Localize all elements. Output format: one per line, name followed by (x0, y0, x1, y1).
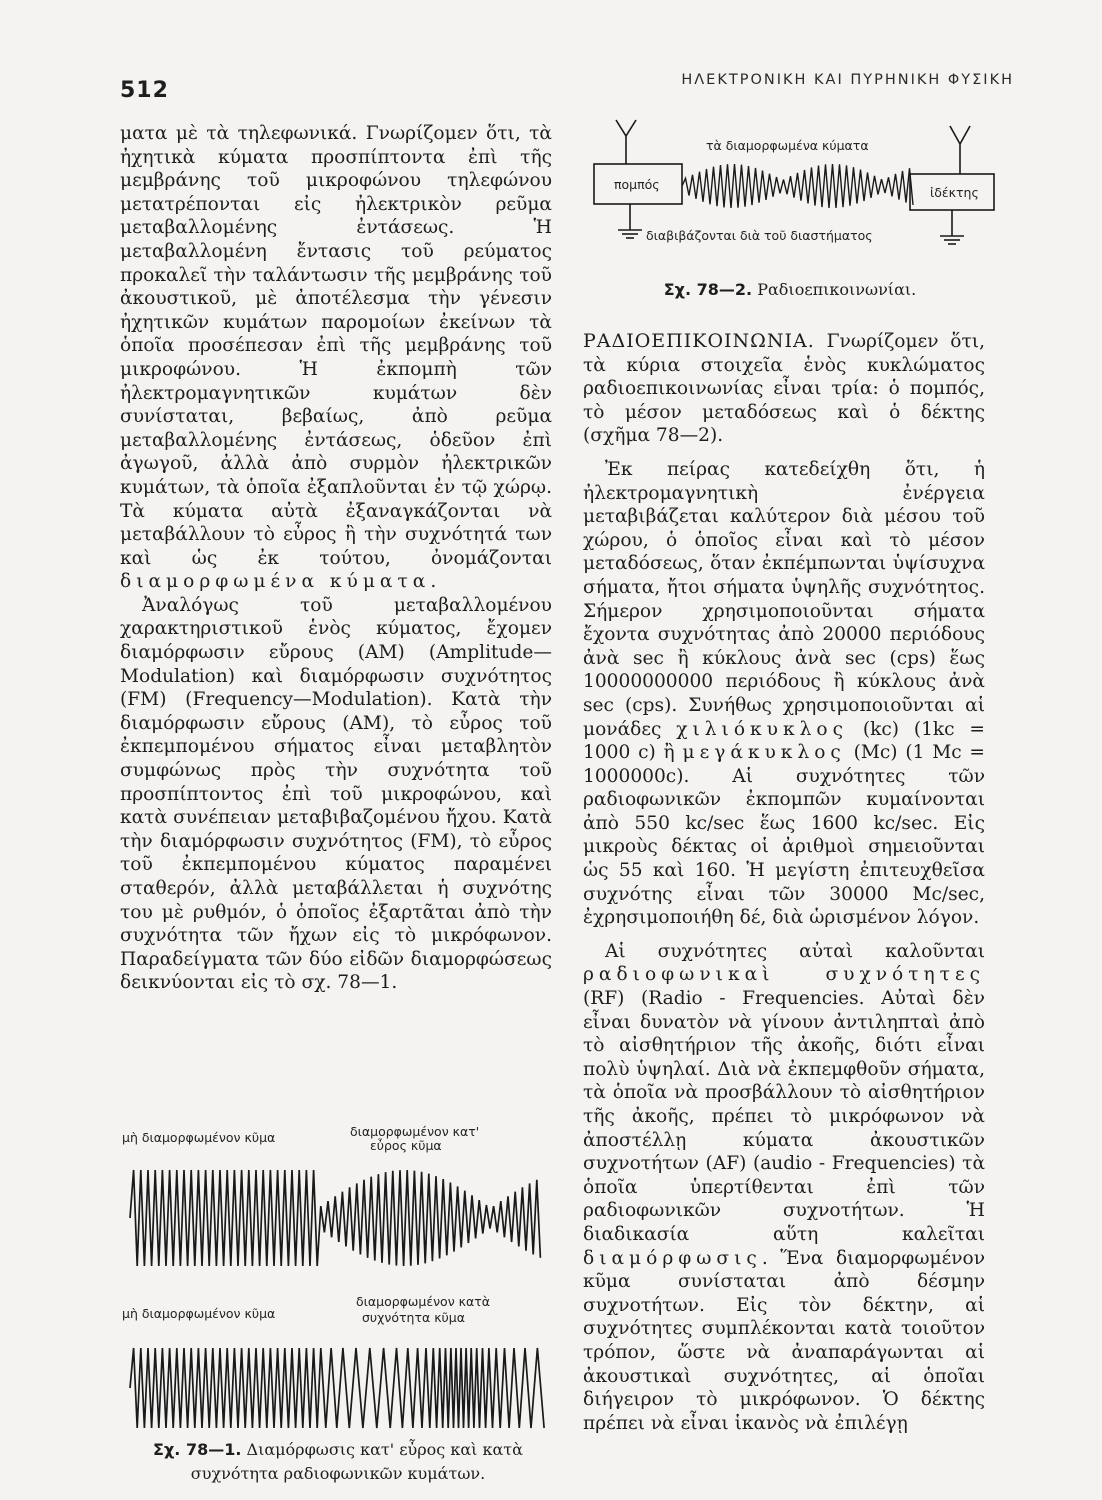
section-title: ΡΑΔΙΟΕΠΙΚΟΙΝΩΝΙΑ. (583, 330, 815, 352)
spaced-term: διαμόρφωσις (583, 1247, 762, 1269)
paragraph-text: (kc) (1kc = 1000 c) ἢ (583, 718, 986, 764)
right-column (583, 330, 985, 1435)
label-am-line2: εὖρος κῦμα (370, 1138, 442, 1153)
paragraph-text: Αἱ συχνότητες αὐταὶ καλοῦνται (605, 940, 985, 962)
label-fm-line2: συχνότητα κῦμα (362, 1310, 465, 1325)
paragraph (120, 122, 552, 594)
figure-78-1 (118, 1110, 558, 1435)
paragraph (583, 940, 985, 1435)
propagation-label: διαβιβάζονται διὰ τοῦ διαστήματος (646, 228, 873, 243)
paragraph-text: ματα μὲ τὰ τηλεφωνικά. Γνωρίζομεν ὅτι, τὰ ἠχητικὰ κύματα προσπίπτοντα ἐπὶ τῆς μεμβράνης τοῦ μικροφώνου τηλεφώνου μετατρέπονται εἰς ἠλεκτρικὸν ρεῦμα μεταβαλλομένης ἐντάσεως. Ἡ μεταβαλλομένη ἔντασις τοῦ ρεύματος προκαλεῖ τὴν ταλάντωσιν τῆς μεμβράνης τοῦ ἀκουστικοῦ, μὲ ἀποτέλεσμα τὴν γένεσιν ἠχητικῶν κυμάτων παρομοίων ἐκείνων τὰ ὁποῖα προσέπεσαν ἐπὶ τῆς μεμβράνης τοῦ μικροφώνου. Ἡ ἐκπομπὴ τῶν ἠλεκτρομαγνητικῶν κυμάτων δὲν συνίσταται, βεβαίως, ἀπὸ ρεῦμα μεταβαλλομένης ἐντάσεως, ὁδεῦον ἐπὶ ἀγωγοῦ, ἀλλὰ ἀπὸ συρμὸν ἠλεκτρικῶν κυμάτων, τὰ ὁποῖα ἐξαπλοῦνται ἐν τῷ χώρῳ. Τὰ κύματα αὐτὰ ἐξαναγκάζονται νὰ μεταβάλλουν τὸ εὖρος ἢ τὴν συχνότητά των καὶ ὡς ἐκ τούτου, ὀνομάζονται (120, 123, 552, 569)
figure-1-caption-line2: συχνότητα ραδιοφωνικῶν κυμάτων. (190, 1464, 486, 1483)
am-modulated-wave (130, 1170, 540, 1266)
receiver-antenna-icon (950, 126, 970, 174)
paragraph (583, 458, 985, 930)
figure-1-caption (118, 1438, 558, 1486)
transmitted-wave (682, 164, 913, 208)
fm-modulated-wave (130, 1348, 544, 1428)
label-am-line1: διαμορφωμένον κατ' (350, 1124, 480, 1139)
figure-2-caption (590, 280, 990, 299)
paragraph-text: (Mc) (1 Mc = 1000000c). Αἱ συχνότητες τῶν ραδιοφωνικῶν ἐκπομπῶν κυμαίνονται ἀπὸ 550 kc/sec ἕως 1600 kc/sec. Εἰς μικροὺς δέκτας οἱ ἀριθμοὶ σημειοῦνται ὡς 55 καὶ 160. Ἡ μεγίστη ἐπιτευχθεῖσα συχνότης εἶναι τῶν 30000 Mc/sec, ἐχρησιμοποιήθη δέ, διὰ ὡρισμένον λόγον. (583, 742, 986, 929)
figure-2-caption-text: Ραδιοεπικοινωνίαι. (752, 280, 917, 299)
paragraph-text: Ἀναλόγως τοῦ μεταβαλλομένου χαρακτηριστικοῦ ἑνὸς κύματος, ἔχομεν διαμόρφωσιν εὔρους (AM) (Amplitude—Modulation) καὶ διαμόρφωσιν συχνότητος (FM) (Frequency—Modulation). Κατὰ τὴν διαμόρφωσιν εὔρους (AM), τὸ εὖρος τοῦ ἐκπεμπομένου σήματος εἶναι μεταβλητὸν συμφώνως πρὸς τὴν συχνότητα τοῦ προσπίπτοντος ἐπὶ τοῦ μικροφώνου, καὶ κατὰ συνέπειαν μεταβιβαζομένου ἤχου. Κατὰ τὴν διαμόρφωσιν συχνότητος (FM), τὸ εὖρος τοῦ ἐκπεμπομένου κύματος παραμένει σταθερόν, ἀλλὰ μεταβάλλεται ἡ συχνότης του μὲ ρυθμόν, ὁ ὁποῖος ἐξαρτᾶται ἀπὸ τὴν συχνότητα τῶν ἤχων εἰς τὸ μικρόφωνον. Παραδείγματα τῶν δύο εἰδῶν διαμορφώσεως δεικνύονται εἰς τὸ σχ. 78—1. (120, 594, 552, 994)
running-title: ΗΛΕΚΤΡΟΝΙΚΗ ΚΑΙ ΠΥΡΗΝΙΚΗ ΦΥΣΙΚΗ (681, 72, 1014, 88)
paragraph (583, 330, 985, 448)
receiver-label: ἰδέκτης (930, 185, 979, 200)
page-number: 512 (120, 78, 169, 103)
paragraph-text: Ἐκ πείρας κατεδείχθη ὅτι, ἡ ἠλεκτρομαγνητικὴ ἐνέργεια μεταβιβάζεται καλύτερον διὰ μέσου τοῦ χώρου, ὁ ὁποῖος εἶναι καὶ τὸ μέσον μεταδόσεως, ὅταν ἐκπέμπωνται ὑψίσυχνα σήματα, ἤτοι σήματα ὑψηλῆς συχνότητος. Σήμερον χρησιμοποιοῦνται σήματα ἔχοντα συχνότητας ἀπὸ 20000 περιόδους ἀνὰ sec ἢ κύκλους ἀνὰ sec (cps) ἕως 10000000000 περιόδους ἢ κύκλους ἀνὰ sec (cps). Συνήθως χρησιμοποιοῦνται αἱ μονάδες (583, 458, 985, 740)
paragraph-text: . (430, 571, 437, 593)
spaced-term: διαμορφωμένα κύματα (120, 571, 431, 593)
transmitter-antenna-icon (616, 120, 636, 164)
figure-1-caption-label: Σχ. 78—1. (153, 1440, 242, 1459)
label-fm-line1: διαμορφωμένον κατὰ (356, 1294, 491, 1309)
paragraph-text: (RF) (Radio - Frequencies. Αὐταὶ δὲν εἶναι δυνατὸν νὰ γίνουν ἀντιληπταὶ ἀπὸ τὸ αἰσθητήριον τῆς ἀκοῆς, διότι εἶναι πολὺ ὑψηλαί. Διὰ νὰ ἐκπεμφθοῦν σήματα, τὰ ὁποῖα νὰ προσβάλλουν τὸ αἰσθητήριον τῆς ἀκοῆς, πρέπει τὸ μικρόφωνον νὰ ἀποστέλλῃ κύματα ἀκουστικῶν συχνοτήτων (AF) (audio - Frequencies) τὰ ὁποῖα ὑπερτίθενται ἐπὶ τῶν ραδιοφωνικῶν συχνοτήτων. Ἡ διαδικασία αὕτη καλεῖται (583, 988, 985, 1245)
figure-2-caption-label: Σχ. 78—2. (663, 280, 753, 299)
figure-78-2 (588, 112, 1000, 267)
paragraph (120, 594, 552, 995)
spaced-term: χιλιόκυκλος (676, 718, 848, 740)
label-unmodulated-bottom: μὴ διαμορφωμένον κῦμα (122, 1306, 276, 1321)
paragraph-text: Γνωρίζομεν ὅτι, τὰ κύρια στοιχεῖα ἑνὸς κυκλώματος ραδιοεπικοινωνίας εἶναι τρία: ὁ πομπός, τὸ μέσον μεταδόσεως καὶ ὁ δέκτης (σχῆμα 78—2). (583, 331, 985, 447)
spaced-term: μεγάκυκλος (682, 742, 846, 764)
receiver-ground-icon (940, 210, 964, 244)
modulated-waves-label: τὰ διαμορφωμένα κύματα (706, 138, 869, 153)
transmitter-label: πομπός (614, 177, 660, 192)
left-column (120, 122, 552, 995)
transmitter-ground-icon (618, 204, 642, 238)
figure-1-caption-line1: Διαμόρφωσις κατ' εὖρος καὶ κατὰ (241, 1440, 523, 1459)
label-unmodulated-top: μὴ διαμορφωμένον κῦμα (122, 1130, 276, 1145)
spaced-term: ραδιοφωνικαὶ συχνότητες (583, 964, 985, 986)
paragraph-text: . Ἕνα διαμορφωμένον κῦμα συνίσταται ἀπὸ δέσμην συχνοτήτων. Εἰς τὸν δέκτην, αἱ συχνότητες συμπλέκονται κατὰ τοιοῦτον τρόπον, ὥστε νὰ ἀναπαράγωνται αἱ ἀκουστικαὶ συχνότητες, αἱ ὁποῖαι διήγειρον τὸ μικρόφωνον. Ὁ δέκτης πρέπει νὰ εἶναι ἱκανὸς νὰ ἐπιλέγῃ (583, 1247, 985, 1434)
